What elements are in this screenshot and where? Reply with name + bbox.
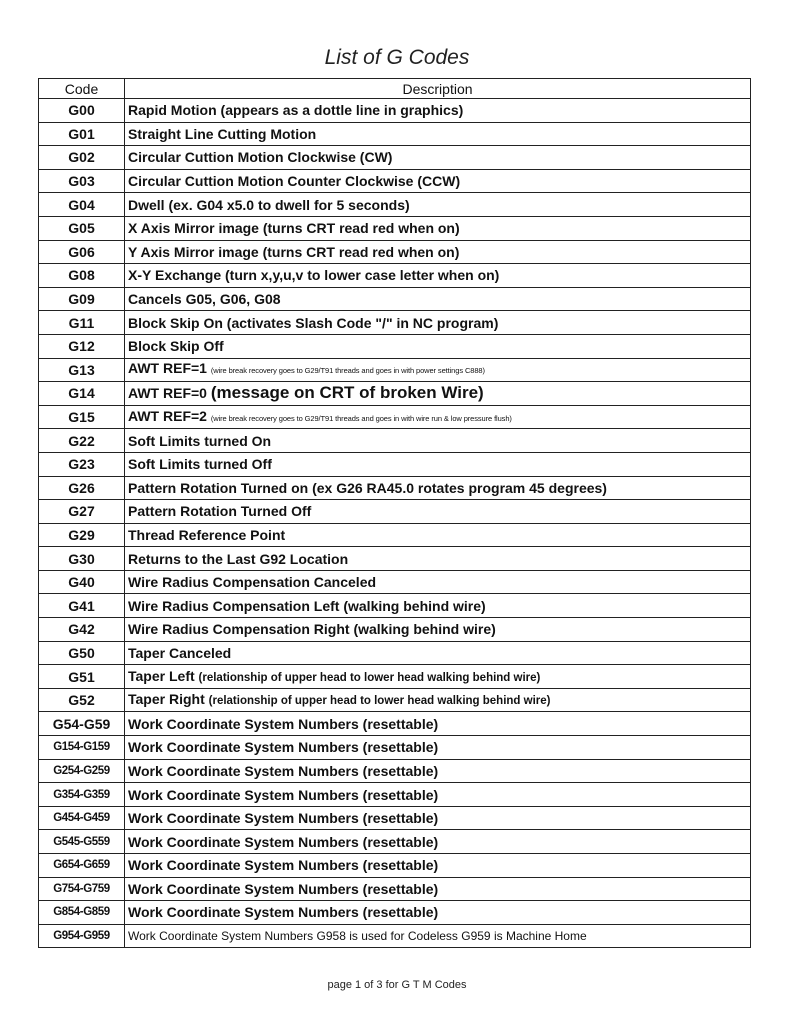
description-cell xyxy=(125,877,751,901)
description-cell xyxy=(125,264,751,288)
description-note: (relationship of upper head to lower head walking behind wire) xyxy=(198,671,541,684)
table-row xyxy=(39,382,751,406)
description-cell xyxy=(125,405,751,429)
description-cell xyxy=(125,594,751,618)
code-cell: G40 xyxy=(39,570,125,594)
code-cell: G12 xyxy=(39,334,125,358)
table-row xyxy=(39,641,751,665)
description-cell xyxy=(125,901,751,925)
description-text: Work Coordinate System Numbers (resettable) xyxy=(128,810,439,827)
description-text: Taper Canceled xyxy=(128,644,232,661)
table-row xyxy=(39,169,751,193)
table-header-row xyxy=(39,79,751,99)
description-text: Wire Radius Compensation Right (walking behind wire) xyxy=(128,621,496,638)
table-row xyxy=(39,618,751,642)
code-cell: G42 xyxy=(39,618,125,642)
table-row xyxy=(39,712,751,736)
code-cell: G11 xyxy=(39,311,125,335)
code-cell: G14 xyxy=(39,382,125,406)
table-row xyxy=(39,924,751,948)
description-cell xyxy=(125,783,751,807)
description-text: AWT REF=1 xyxy=(128,360,207,377)
table-row xyxy=(39,901,751,925)
code-cell: G13 xyxy=(39,358,125,382)
description-text: AWT REF=2 xyxy=(128,407,207,424)
code-cell: G22 xyxy=(39,429,125,453)
code-cell: G23 xyxy=(39,452,125,476)
description-text: Circular Cuttion Motion Counter Clockwise (CCW) xyxy=(128,173,461,190)
description-cell xyxy=(125,523,751,547)
description-text: Cancels G05, G06, G08 xyxy=(128,291,281,308)
description-cell xyxy=(125,429,751,453)
description-note: (message on CRT of broken Wire) xyxy=(210,383,484,403)
code-cell: G06 xyxy=(39,240,125,264)
code-cell: G254-G259 xyxy=(39,759,125,783)
code-cell: G05 xyxy=(39,216,125,240)
description-text: Work Coordinate System Numbers (resettable) xyxy=(128,880,439,897)
code-cell: G08 xyxy=(39,264,125,288)
table-row xyxy=(39,264,751,288)
code-column-header: Code xyxy=(39,79,125,99)
page-title: List of G Codes xyxy=(324,46,470,69)
description-cell xyxy=(125,146,751,170)
description-cell xyxy=(125,476,751,500)
description-text: Rapid Motion (appears as a dottle line in graphics) xyxy=(128,102,464,119)
code-cell: G51 xyxy=(39,665,125,689)
table-row xyxy=(39,594,751,618)
description-text: Thread Reference Point xyxy=(128,526,286,543)
description-cell xyxy=(125,99,751,123)
code-cell: G654-G659 xyxy=(39,854,125,878)
description-text: Work Coordinate System Numbers (resettable) xyxy=(128,904,439,921)
table-row xyxy=(39,99,751,123)
table-row xyxy=(39,665,751,689)
description-cell xyxy=(125,452,751,476)
description-text: Work Coordinate System Numbers (resettable) xyxy=(128,715,439,732)
description-text: Taper Left xyxy=(128,667,195,684)
description-cell xyxy=(125,382,751,406)
code-cell: G27 xyxy=(39,500,125,524)
table-row xyxy=(39,429,751,453)
description-cell xyxy=(125,759,751,783)
code-cell: G545-G559 xyxy=(39,830,125,854)
table-row xyxy=(39,547,751,571)
description-text: Block Skip On (activates Slash Code "/" in NC program) xyxy=(128,314,499,331)
code-cell: G30 xyxy=(39,547,125,571)
description-cell xyxy=(125,547,751,571)
code-cell: G29 xyxy=(39,523,125,547)
description-cell xyxy=(125,358,751,382)
table-row xyxy=(39,216,751,240)
table-row xyxy=(39,806,751,830)
description-cell xyxy=(125,570,751,594)
description-text: X Axis Mirror image (turns CRT read red when on) xyxy=(128,220,460,237)
description-text: AWT REF=0 xyxy=(128,385,207,402)
description-note: (wire break recovery goes to G29/T91 threads and goes in with power settings C888) xyxy=(210,366,485,376)
table-row xyxy=(39,830,751,854)
description-text: Taper Right xyxy=(128,691,205,708)
description-cell xyxy=(125,736,751,760)
description-text: Y Axis Mirror image (turns CRT read red when on) xyxy=(128,243,460,260)
description-text: Work Coordinate System Numbers (resettable) xyxy=(128,857,439,874)
description-text: Block Skip Off xyxy=(128,338,224,355)
code-cell: G15 xyxy=(39,405,125,429)
description-cell xyxy=(125,169,751,193)
description-cell xyxy=(125,712,751,736)
description-text: Straight Line Cutting Motion xyxy=(128,125,317,142)
table-row xyxy=(39,122,751,146)
table-row xyxy=(39,193,751,217)
description-cell: Work Coordinate System Numbers G958 is used for Codeless G959 is Machine Home xyxy=(125,924,751,948)
description-cell xyxy=(125,830,751,854)
description-text: Wire Radius Compensation Canceled xyxy=(128,574,377,591)
description-text: Wire Radius Compensation Left (walking behind wire) xyxy=(128,597,486,614)
description-cell xyxy=(125,287,751,311)
table-row xyxy=(39,570,751,594)
table-row xyxy=(39,736,751,760)
g-codes-table xyxy=(38,78,751,948)
page-footer: page 1 of 3 for G T M Codes xyxy=(327,979,467,991)
description-text: Circular Cuttion Motion Clockwise (CW) xyxy=(128,149,393,166)
code-cell: G854-G859 xyxy=(39,901,125,925)
table-row xyxy=(39,500,751,524)
table-row xyxy=(39,358,751,382)
code-cell: G02 xyxy=(39,146,125,170)
table-row xyxy=(39,854,751,878)
table-row xyxy=(39,405,751,429)
code-cell: G154-G159 xyxy=(39,736,125,760)
description-cell xyxy=(125,334,751,358)
table-row xyxy=(39,877,751,901)
table-row xyxy=(39,311,751,335)
description-cell xyxy=(125,854,751,878)
code-cell: G00 xyxy=(39,99,125,123)
description-column-header: Description xyxy=(125,79,751,99)
description-text: Pattern Rotation Turned on (ex G26 RA45.0 rotates program 45 degrees) xyxy=(128,479,607,496)
code-cell: G09 xyxy=(39,287,125,311)
code-cell: G52 xyxy=(39,688,125,712)
description-text: Work Coordinate System Numbers (resettable) xyxy=(128,833,439,850)
description-text: X-Y Exchange (turn x,y,u,v to lower case letter when on) xyxy=(128,267,500,284)
code-cell: G754-G759 xyxy=(39,877,125,901)
description-text: Work Coordinate System Numbers (resettable) xyxy=(128,739,439,756)
code-cell: G50 xyxy=(39,641,125,665)
code-cell: G03 xyxy=(39,169,125,193)
description-text: Returns to the Last G92 Location xyxy=(128,550,349,567)
description-cell xyxy=(125,806,751,830)
table-row xyxy=(39,452,751,476)
code-cell: G01 xyxy=(39,122,125,146)
description-cell xyxy=(125,311,751,335)
code-cell: G04 xyxy=(39,193,125,217)
table-row xyxy=(39,146,751,170)
code-cell: G354-G359 xyxy=(39,783,125,807)
description-text: Work Coordinate System Numbers (resettable) xyxy=(128,786,439,803)
table-row xyxy=(39,334,751,358)
description-note: (wire break recovery goes to G29/T91 threads and goes in with wire run & low pressure flush) xyxy=(210,413,512,423)
description-text: Work Coordinate System Numbers (resettable) xyxy=(128,762,439,779)
code-cell: G54-G59 xyxy=(39,712,125,736)
description-cell xyxy=(125,688,751,712)
description-cell xyxy=(125,665,751,689)
table-row xyxy=(39,476,751,500)
description-note: (relationship of upper head to lower head walking behind wire) xyxy=(208,695,551,708)
description-text: Pattern Rotation Turned Off xyxy=(128,503,312,520)
description-cell xyxy=(125,641,751,665)
description-cell xyxy=(125,193,751,217)
description-cell xyxy=(125,122,751,146)
table-row xyxy=(39,688,751,712)
table-row xyxy=(39,240,751,264)
table-row xyxy=(39,523,751,547)
table-row xyxy=(39,287,751,311)
description-cell xyxy=(125,240,751,264)
description-text: Soft Limits turned Off xyxy=(128,456,272,473)
description-cell xyxy=(125,216,751,240)
table-row xyxy=(39,783,751,807)
code-cell: G41 xyxy=(39,594,125,618)
table-row xyxy=(39,759,751,783)
code-cell: G26 xyxy=(39,476,125,500)
description-text: Dwell (ex. G04 x5.0 to dwell for 5 seconds) xyxy=(128,196,410,213)
code-cell: G454-G459 xyxy=(39,806,125,830)
description-cell xyxy=(125,618,751,642)
description-text: Soft Limits turned On xyxy=(128,432,272,449)
code-cell: G954-G959 xyxy=(39,924,125,948)
description-cell xyxy=(125,500,751,524)
